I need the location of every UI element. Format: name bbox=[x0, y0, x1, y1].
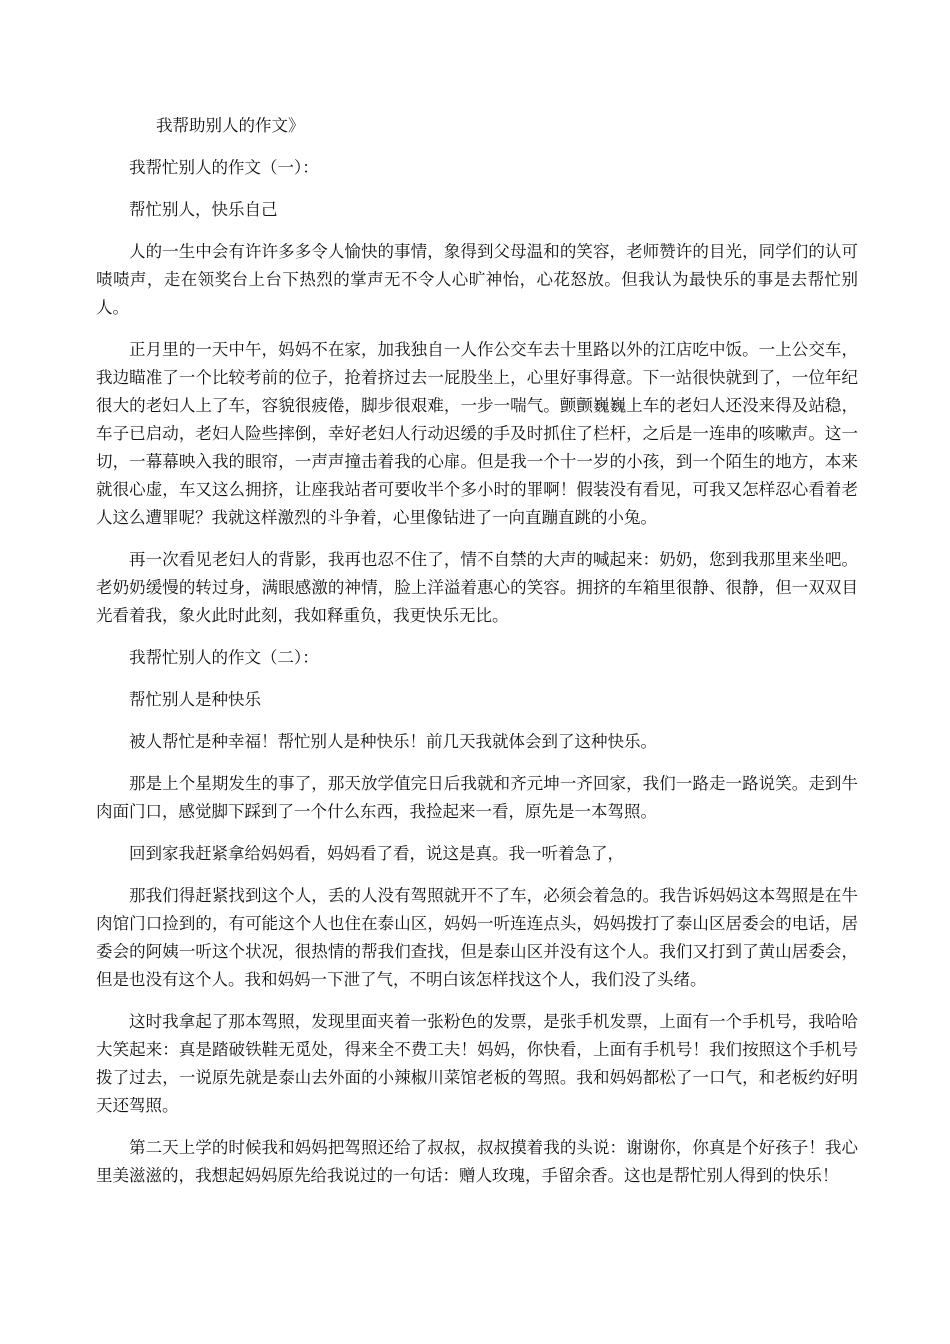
paragraph: 正月里的一天中午，妈妈不在家，加我独自一人作公交车去十里路以外的江店吃中饭。一上公交车，我边瞄准了一个比较考前的位子，抢着挤过去一屁股坐上，心里好事得意。下一站很快就到了，一位年纪很大的老妇人上了车，容貌很疲倦，脚步很艰难，一步一喘气。颤颤巍巍上车的老妇人还没来得及站稳，车子已启动，老妇人险些摔倒，幸好老妇人行动迟缓的手及时抓住了栏杆，之后是一连串的咳嗽声。这一切，一幕幕映入我的眼帘，一声声撞击着我的心扉。但是我一个十一岁的小孩，到一个陌生的地方，本来就很心虚，车又这么拥挤，让座我站者可要收半个多小时的罪啊！假装没有看见，可我又怎样忍心看着老人这么遭罪呢？我就这样激烈的斗争着，心里像钻进了一向直蹦直跳的小兔。 bbox=[96, 340, 858, 527]
document-title: 我帮助别人的作文》 bbox=[156, 116, 305, 135]
paragraph: 那我们得赶紧找到这个人，丢的人没有驾照就开不了车，必须会着急的。我告诉妈妈这本驾照是在牛肉馆门口捡到的，有可能这个人也住在泰山区，妈妈一听连连点头，妈妈拨打了泰山区居委会的电话，居委会的阿姨一听这个状况，很热情的帮我们查找，但是泰山区并没有这个人。我们又打到了黄山居委会，但是也没有这个人。我和妈妈一下泄了气，不明白该怎样找这个人，我们没了头绪。 bbox=[96, 886, 858, 989]
essay-subtitle-1: 帮忙别人，快乐自己 bbox=[129, 200, 278, 219]
paragraph: 第二天上学的时候我和妈妈把驾照还给了叔叔，叔叔摸着我的头说：谢谢你，你真是个好孩子！我心里美滋滋的，我想起妈妈原先给我说过的一句话：赠人玫瑰，手留余香。这也是帮忙别人得到的快乐！ bbox=[96, 1138, 858, 1185]
paragraph: 被人帮忙是种幸福！帮忙别人是种快乐！前几天我就体会到了这种快乐。 bbox=[129, 732, 657, 751]
section-heading-1: 我帮忙别人的作文（一）： bbox=[129, 158, 319, 177]
paragraph: 再一次看见老妇人的背影，我再也忍不住了，情不自禁的大声的喊起来：奶奶，您到我那里来坐吧。老奶奶缓慢的转过身，满眼感激的神情，脸上洋溢着惠心的笑容。拥挤的车箱里很静、很静，但一双双目光看着我，象火此时此刻，我如释重负，我更快乐无比。 bbox=[96, 550, 858, 625]
document-body bbox=[96, 112, 858, 1204]
essay-subtitle-2: 帮忙别人是种快乐 bbox=[129, 690, 261, 709]
section-heading-2: 我帮忙别人的作文（二）： bbox=[129, 648, 319, 667]
paragraph: 这时我拿起了那本驾照，发现里面夹着一张粉色的发票，是张手机发票，上面有一个手机号，我哈哈大笑起来：真是踏破铁鞋无觅处，得来全不费工夫！妈妈，你快看，上面有手机号！我们按照这个手机号拨了过去，一说原先就是泰山去外面的小辣椒川菜馆老板的驾照。我和妈妈都松了一口气，和老板约好明天还驾照。 bbox=[96, 1012, 858, 1115]
paragraph: 那是上个星期发生的事了，那天放学值完日后我就和齐元坤一齐回家，我们一路走一路说笑。走到牛肉面门口，感觉脚下踩到了一个什么东西，我捡起来一看，原先是一本驾照。 bbox=[96, 774, 858, 821]
paragraph: 回到家我赶紧拿给妈妈看，妈妈看了看，说这是真。我一听着急了， bbox=[129, 844, 624, 863]
paragraph: 人的一生中会有许许多多令人愉快的事情，象得到父母温和的笑容，老师赞许的目光，同学们的认可啧啧声，走在领奖台上台下热烈的掌声无不令人心旷神怡，心花怒放。但我认为最快乐的事是去帮忙别人。 bbox=[96, 242, 858, 317]
